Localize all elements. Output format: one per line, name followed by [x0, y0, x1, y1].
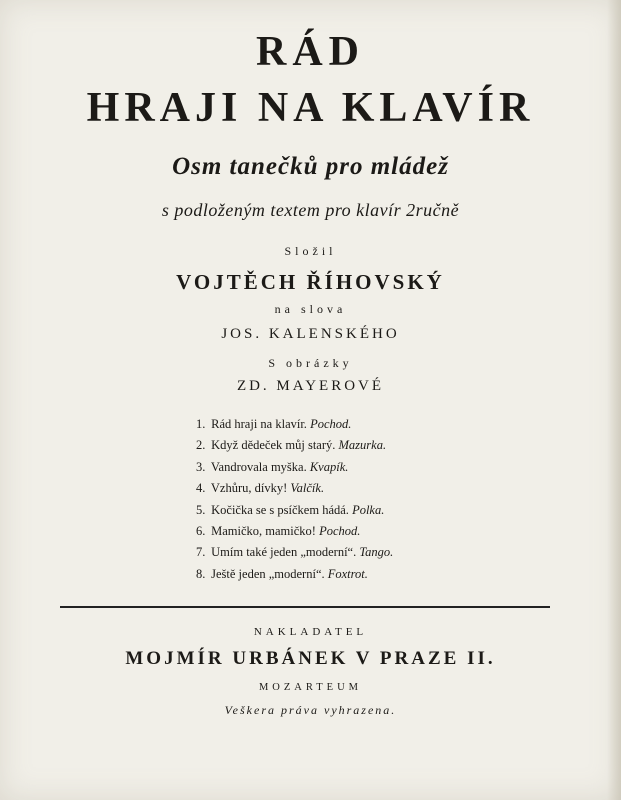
list-item: 1. Rád hraji na klavír. Pochod. [196, 417, 352, 431]
publisher-name: MOJMÍR URBÁNEK V PRAZE II. [125, 648, 496, 669]
illustrator-name: ZD. MAYEROVÉ [236, 378, 385, 394]
contents-list [196, 414, 526, 585]
list-item: 5. Kočička se s psíčkem hádá. Polka. [196, 502, 385, 517]
words-by-label: na slova [274, 302, 347, 316]
publisher-location: MOZARTEUM [258, 682, 363, 693]
subtitle: Osm tanečků pro mládež [172, 153, 449, 180]
divider-rule [60, 606, 550, 608]
composed-by-label: Složil [284, 244, 337, 258]
title-line-2: HRAJI NA KLAVÍR [86, 85, 535, 131]
composer-name: VOJTĚCH ŘÍHOVSKÝ [176, 270, 445, 294]
list-item: 8. Ještě jeden „moderní“. Foxtrot. [196, 566, 368, 581]
list-item: 4. Vzhůru, dívky! Valčík. [196, 481, 325, 496]
list-item: 2. Když dědeček můj starý. Mazurka. [196, 438, 387, 453]
list-item: 7. Umím také jeden „moderní“. Tango. [196, 545, 394, 560]
title-line-1: RÁD [256, 29, 365, 75]
list-item: 6. Mamičko, mamičko! Pochod. [196, 523, 361, 538]
publisher-label: NAKLADATEL [253, 626, 368, 638]
list-item: 3. Vandrovala myška. Kvapík. [196, 459, 349, 474]
rights-notice: Veškera práva vyhrazena. [224, 703, 397, 717]
subtitle-secondary: s podloženým textem pro klavír 2ručně [161, 200, 460, 220]
pictures-by-label: S obrázky [268, 356, 353, 370]
poet-name: JOS. KALENSKÉHO [221, 326, 400, 342]
